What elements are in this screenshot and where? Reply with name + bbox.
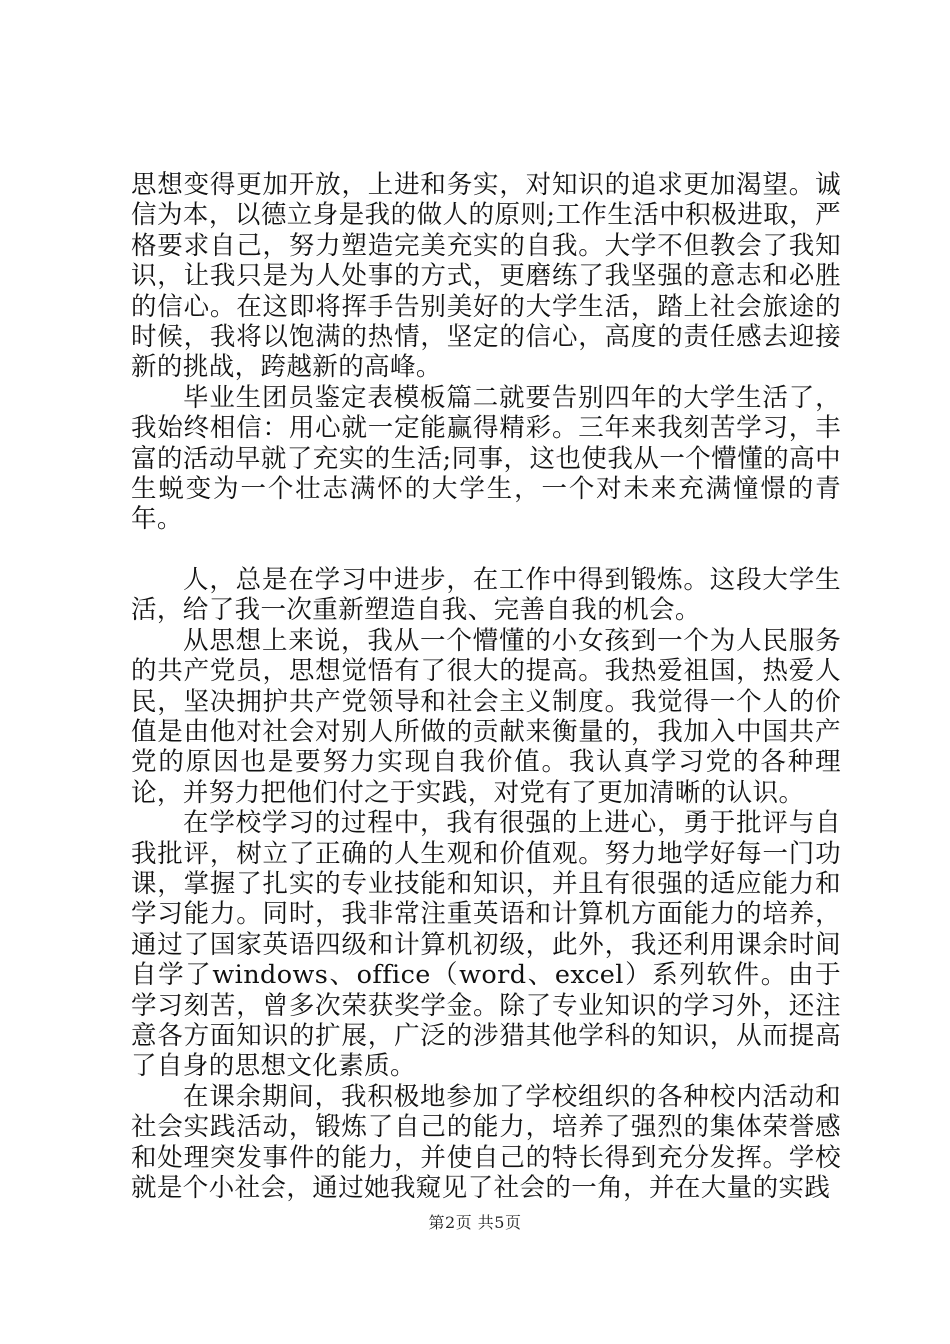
paragraph-continuation: 思想变得更加开放，上进和务实，对知识的追求更加渴望。诚信为本，以德立身是我的做人的原则;工作生活中积极进取，严格要求自己，努力塑造完美充实的自我。大学不但教会了我知识，让我只是为人处事的方式，更磨练了我坚强的意志和必胜的信心。在这即将挥手告别美好的大学生活，踏上社会旅途的时候，我将以饱满的热情，坚定的信心，高度的责任感去迎接新的挑战，跨越新的高峰。: [131, 170, 841, 383]
paragraph-activities: 在课余期间，我积极地参加了学校组织的各种校内活动和社会实践活动，锻炼了自己的能力，培养了强烈的集体荣誉感和处理突发事件的能力，并使自己的特长得到充分发挥。学校就是个小社会，通过她我窥见了社会的一角，并在大量的实践: [131, 1081, 841, 1203]
paragraph-ideology: 从思想上来说，我从一个懵懂的小女孩到一个为人民服务的共产党员，思想觉悟有了很大的提高。我热爱祖国，热爱人民，坚决拥护共产党领导和社会主义制度。我觉得一个人的价值是由他对社会对别人所做的贡献来衡量的，我加入中国共产党的原因也是要努力实现自我价值。我认真学习党的各种理论，并努力把他们付之于实践，对党有了更加清晰的认识。: [131, 625, 841, 808]
paragraph-learning-progress: 人，总是在学习中进步，在工作中得到锻炼。这段大学生活，给了我一次重新塑造自我、完善自我的机会。: [131, 564, 841, 626]
page-number-footer: 第2页 共5页: [428, 1213, 522, 1232]
paragraph-study: 在学校学习的过程中，我有很强的上进心，勇于批评与自我批评，树立了正确的人生观和价值观。努力地学好每一门功课，掌握了扎实的专业技能和知识，并且有很强的适应能力和学习能力。同时，我非常注重英语和计算机方面能力的培养，通过了国家英语四级和计算机初级，此外，我还利用课余时间自学了windows、office（word、excel）系列软件。由于学习刻苦，曾多次荣获奖学金。除了专业知识的学习外，还注意各方面知识的扩展，广泛的涉猎其他学科的知识，从而提高了自身的思想文化素质。: [131, 808, 841, 1082]
document-body: [131, 170, 841, 1203]
paragraph-gap: [131, 535, 841, 565]
paragraph-template-intro: 毕业生团员鉴定表模板篇二就要告别四年的大学生活了，我始终相信：用心就一定能赢得精彩。三年来我刻苦学习，丰富的活动早就了充实的生活;同事，这也使我从一个懵懂的高中生蜕变为一个壮志满怀的大学生，一个对未来充满憧憬的青年。: [131, 382, 841, 535]
